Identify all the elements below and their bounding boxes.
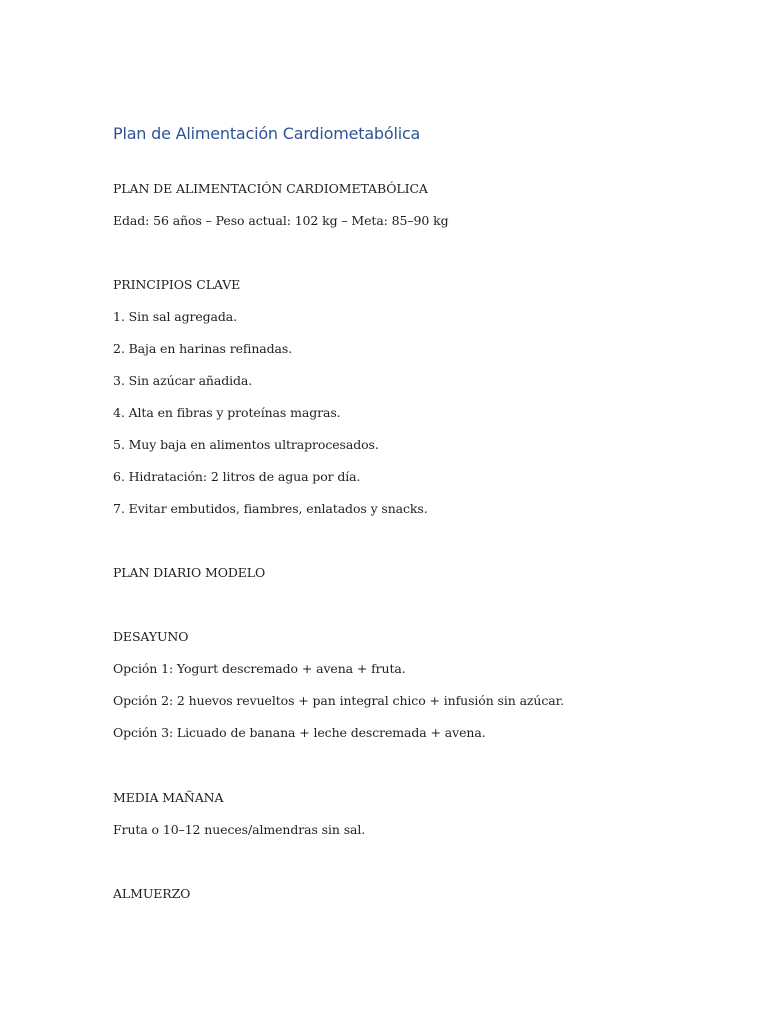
principle-item: 5. Muy baja en alimentos ultraprocesados.	[113, 437, 379, 452]
principles-title: PRINCIPIOS CLAVE	[113, 277, 241, 292]
principle-item: 1. Sin sal agregada.	[113, 309, 238, 324]
breakfast-option: Opción 3: Licuado de banana + leche descremada + avena.	[113, 725, 486, 740]
breakfast-option: Opción 1: Yogurt descremado + avena + fruta.	[113, 661, 406, 676]
mid-morning-title: MEDIA MAÑANA	[113, 790, 224, 805]
patient-info: Edad: 56 años – Peso actual: 102 kg – Meta: 85–90 kg	[113, 213, 449, 228]
principle-item: 3. Sin azúcar añadida.	[113, 373, 253, 388]
document-heading: Plan de Alimentación Cardiometabólica	[113, 124, 421, 143]
principle-item: 2. Baja en harinas refinadas.	[113, 341, 293, 356]
principle-item: 7. Evitar embutidos, fiambres, enlatados y snacks.	[113, 501, 428, 516]
principle-item: 6. Hidratación: 2 litros de agua por día.	[113, 469, 361, 484]
lunch-title: ALMUERZO	[113, 886, 191, 901]
breakfast-option: Opción 2: 2 huevos revueltos + pan integral chico + infusión sin azúcar.	[113, 693, 564, 708]
document-subtitle: PLAN DE ALIMENTACIÓN CARDIOMETABÓLICA	[113, 181, 428, 196]
mid-morning-text: Fruta o 10–12 nueces/almendras sin sal.	[113, 822, 366, 837]
breakfast-title: DESAYUNO	[113, 629, 189, 644]
daily-plan-title: PLAN DIARIO MODELO	[113, 565, 266, 580]
principle-item: 4. Alta en fibras y proteínas magras.	[113, 405, 341, 420]
